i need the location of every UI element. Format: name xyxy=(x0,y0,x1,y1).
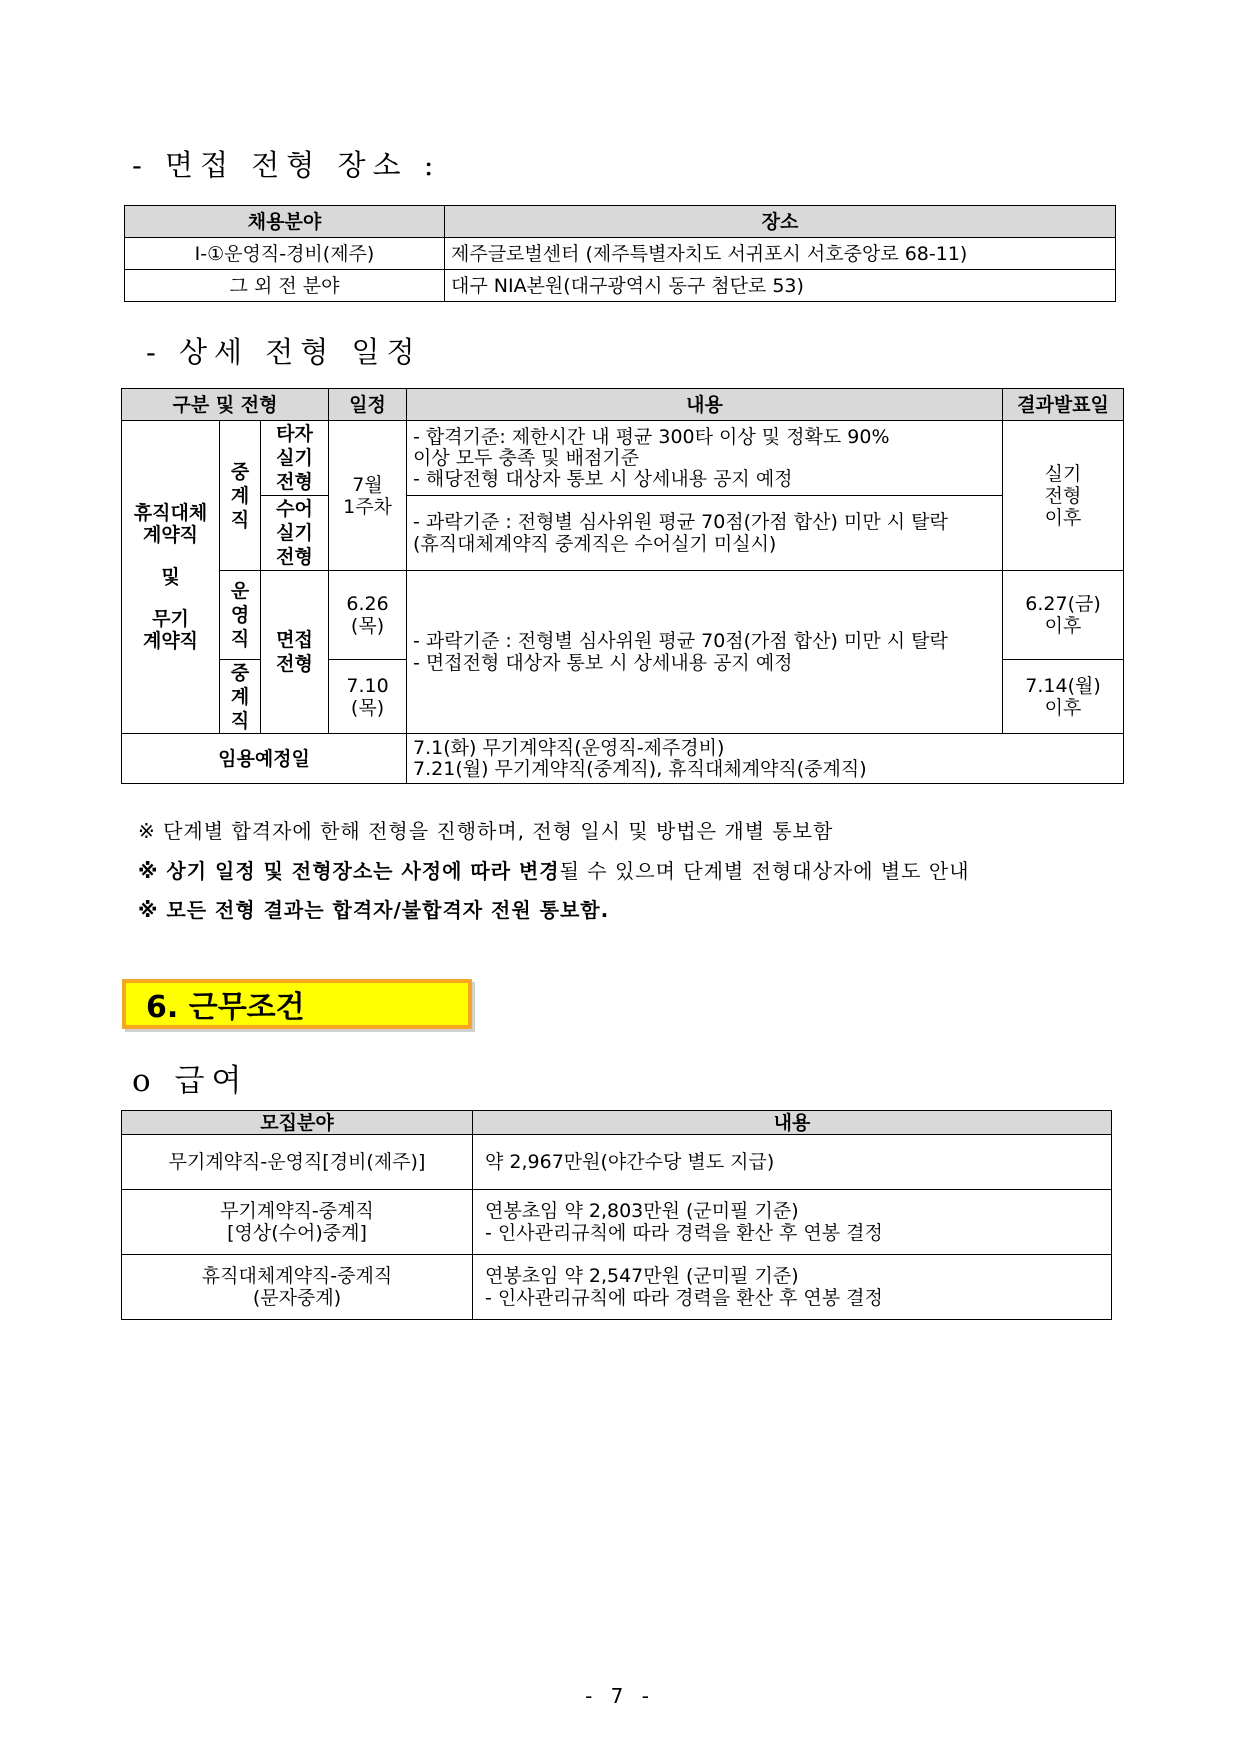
table-row xyxy=(125,238,1116,270)
field-line: [영상(수어)중계] xyxy=(227,1222,367,1244)
stage-cell xyxy=(261,421,329,496)
date-626: 6.26 xyxy=(346,593,389,615)
stage-interview: 면접 전형 xyxy=(276,629,313,675)
group-label-2: 무기 계약직 xyxy=(142,608,199,652)
result-714: 7.14(월) xyxy=(1025,674,1101,697)
date-cell xyxy=(329,660,407,734)
table-cell xyxy=(122,1255,473,1320)
content-line: 연봉초임 약 2,803만원 (군미필 기준) xyxy=(485,1200,799,1222)
page-number: - 7 - xyxy=(585,1684,655,1708)
appoint-line-2: 7.21(월) 무기계약직(중계직), 휴직대체계약직(중계직) xyxy=(413,757,867,780)
content-cell xyxy=(407,571,1003,734)
result-627-after: 이후 xyxy=(1044,615,1082,637)
table-row xyxy=(125,270,1116,302)
category-cell xyxy=(220,571,261,660)
interview-line-1: - 과락기준 : 전형별 심사위원 평균 70점(가점 합산) 미만 시 탈락 xyxy=(413,630,948,652)
interview-location-table xyxy=(124,205,1116,302)
appoint-content-cell xyxy=(407,734,1124,784)
salary-heading: o 급여 xyxy=(132,1063,249,1099)
appoint-label-cell: 임용예정일 xyxy=(122,734,407,784)
interview-line-2: - 면접전형 대상자 통보 시 상세내용 공지 예정 xyxy=(413,652,793,674)
typing-line-2: 이상 모두 충족 및 배점기준 xyxy=(413,446,640,469)
group-label-1: 휴직대체 계약직 xyxy=(133,502,208,546)
category-relay-2: 중계직 xyxy=(230,661,250,732)
table-cell: 대구 NIA본원(대구광역시 동구 첨단로 53) xyxy=(445,270,1116,302)
schedule-heading: - 상세 전형 일정 xyxy=(146,335,422,369)
category-cell xyxy=(220,660,261,734)
column-header: 일정 xyxy=(329,389,407,421)
table-row xyxy=(122,571,1124,660)
content-cell xyxy=(407,421,1003,496)
stage-sign: 수어 실기 전형 xyxy=(276,498,313,568)
column-header: 결과발표일 xyxy=(1003,389,1124,421)
table-cell: 그 외 전 분야 xyxy=(125,270,445,302)
column-header: 모집분야 xyxy=(122,1111,473,1135)
content-line: - 인사관리규칙에 따라 경력을 환산 후 연봉 결정 xyxy=(485,1222,883,1244)
content-line: - 인사관리규칙에 따라 경력을 환산 후 연봉 결정 xyxy=(485,1287,883,1309)
stage-typing: 타자 실기 전형 xyxy=(276,423,313,493)
section-title: 6. 근무조건 xyxy=(122,979,472,1029)
field-line: 무기계약직-중계직 xyxy=(220,1200,374,1222)
content-line: 연봉초임 약 2,547만원 (군미필 기준) xyxy=(485,1265,799,1287)
table-header-row xyxy=(125,206,1116,238)
note-2-bold: ※ 상기 일정 및 전형장소는 사정에 따라 변경 xyxy=(138,859,560,883)
content-cell xyxy=(407,496,1003,571)
sign-line-2: (휴직대체계약직 중계직은 수어실기 미실시) xyxy=(413,533,777,555)
table-row xyxy=(122,496,1124,571)
note-1: ※ 단계별 합격자에 한해 전형을 진행하며, 전형 일시 및 방법은 개별 통보함 xyxy=(138,819,834,843)
category-cell xyxy=(220,421,261,571)
note-2-rest: 될 수 있으며 단계별 전형대상자에 별도 안내 xyxy=(559,859,970,883)
typing-line-1: - 합격기준: 제한시간 내 평균 300타 이상 및 정확도 90% xyxy=(413,425,890,448)
result-practical-3: 이후 xyxy=(1044,506,1082,529)
date-710-day: (목) xyxy=(350,696,385,719)
schedule-table xyxy=(121,388,1124,784)
table-row xyxy=(122,1190,1112,1255)
table-row xyxy=(122,1255,1112,1320)
table-cell: Ⅰ-①운영직-경비(제주) xyxy=(125,238,445,270)
stage-cell xyxy=(261,496,329,571)
column-header: 내용 xyxy=(407,389,1003,421)
result-cell xyxy=(1003,660,1124,734)
table-cell xyxy=(473,1190,1112,1255)
field-line: 휴직대체계약직-중계직 xyxy=(201,1265,393,1287)
table-row xyxy=(122,421,1124,496)
column-header: 구분 및 전형 xyxy=(122,389,329,421)
note-3: ※ 모든 전형 결과는 합격자/불합격자 전원 통보함. xyxy=(138,898,610,922)
typing-line-3: - 해당전형 대상자 통보 시 상세내용 공지 예정 xyxy=(413,467,793,490)
table-cell: 약 2,967만원(야간수당 별도 지급) xyxy=(473,1135,1112,1190)
table-row xyxy=(122,734,1124,784)
result-cell xyxy=(1003,421,1124,571)
result-cell xyxy=(1003,571,1124,660)
group-and: 및 xyxy=(161,566,180,588)
date-cell xyxy=(329,571,407,660)
group-label-cell xyxy=(122,421,220,734)
stage-cell xyxy=(261,571,329,734)
date-cell xyxy=(329,421,407,571)
date-week1-month: 7월 xyxy=(352,473,383,496)
interview-location-heading: - 면접 전형 장소 : xyxy=(132,148,441,182)
table-header-row xyxy=(122,389,1124,421)
field-line: (문자중계) xyxy=(252,1287,342,1309)
note-2 xyxy=(138,855,970,884)
table-cell: 제주글로벌센터 (제주특별자치도 서귀포시 서호중앙로 68-11) xyxy=(445,238,1116,270)
result-practical-2: 전형 xyxy=(1044,484,1082,507)
table-cell xyxy=(473,1255,1112,1320)
column-header: 채용분야 xyxy=(125,206,445,238)
date-710: 7.10 xyxy=(346,674,389,697)
sign-line-1: - 과락기준 : 전형별 심사위원 평균 70점(가점 합산) 미만 시 탈락 xyxy=(413,511,948,533)
result-627: 6.27(금) xyxy=(1025,593,1101,615)
column-header: 내용 xyxy=(473,1111,1112,1135)
date-626-day: (목) xyxy=(350,615,385,637)
result-practical-1: 실기 xyxy=(1044,462,1082,485)
table-cell xyxy=(122,1190,473,1255)
category-relay: 중계직 xyxy=(230,460,250,531)
salary-table xyxy=(121,1110,1112,1320)
date-week1-week: 1주차 xyxy=(343,495,392,518)
category-operation: 운영직 xyxy=(230,580,250,650)
result-714-after: 이후 xyxy=(1044,696,1082,719)
appoint-line-1: 7.1(화) 무기계약직(운영직-제주경비) xyxy=(413,736,725,759)
table-row xyxy=(122,1135,1112,1190)
column-header: 장소 xyxy=(445,206,1116,238)
table-header-row xyxy=(122,1111,1112,1135)
table-cell: 무기계약직-운영직[경비(제주)] xyxy=(122,1135,473,1190)
